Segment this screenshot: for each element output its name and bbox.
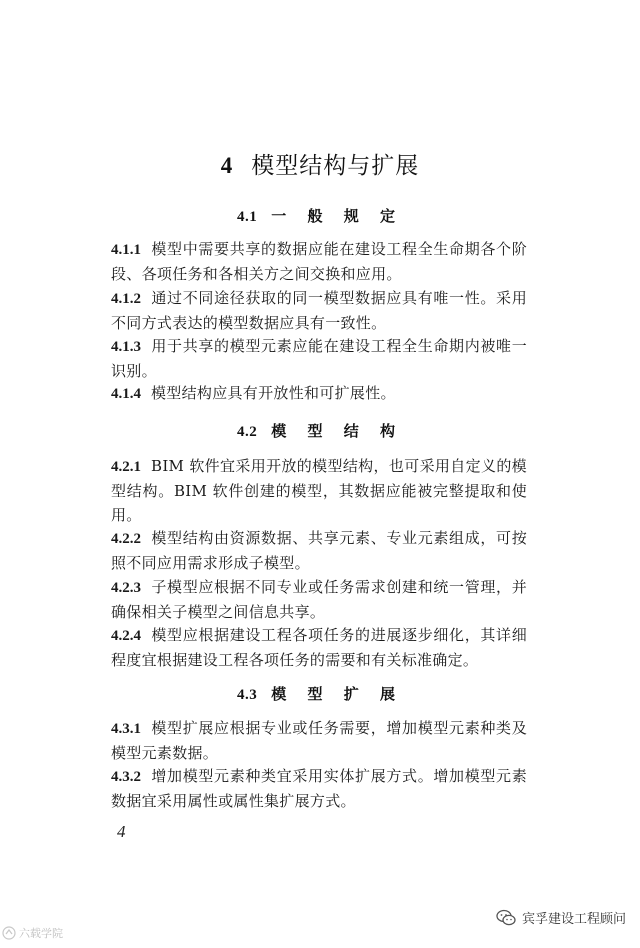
watermark-right-text: 宾孚建设工程顾问 xyxy=(521,912,626,927)
clause-4-2-4: 4.2.4 模型应根据建设工程各项任务的进展逐步细化，其详细程度宜根据建设工程各项任务的需要和有关标准确定。 xyxy=(111,626,527,669)
clause-4-1-2: 4.1.2 通过不同途径获取的同一模型数据应具有唯一性。采用不同方式表达的模型数据应具有一致性。 xyxy=(111,289,527,332)
section-title-4-1: 4.1 一 般 规 定 xyxy=(237,207,403,225)
watermark-left xyxy=(2,925,63,941)
wechat-icon xyxy=(496,909,516,927)
clause-4-2-3: 4.2.3 子模型应根据不同专业或任务需求创建和统一管理，并确保相关子模型之间信息共享。 xyxy=(111,578,527,621)
section-title-4-3: 4.3 模 型 扩 展 xyxy=(237,685,403,703)
clause-4-1-1: 4.1.1 模型中需要共享的数据应能在建设工程全生命期各个阶段、各项任务和各相关方之间交换和应用。 xyxy=(111,240,527,283)
watermark-right xyxy=(496,908,626,927)
chapter-title xyxy=(0,147,640,180)
chapter-number: 4 xyxy=(220,153,234,178)
chapter-title-text: 模型结构与扩展 xyxy=(251,153,420,179)
clause-4-3-2: 4.3.2 增加模型元素种类宜采用实体扩展方式。增加模型元素数据宜采用属性或属性集扩展方式。 xyxy=(111,767,527,810)
clause-4-1-3: 4.1.3 用于共享的模型元素应能在建设工程全生命期内被唯一识别。 xyxy=(111,337,527,380)
clause-4-2-1: 4.2.1 BIM 软件宜采用开放的模型结构，也可采用自定义的模型结构。BIM 软件创建的模型，其数据应能被完整提取和使用。 xyxy=(111,457,527,524)
clause-4-3-1: 4.3.1 模型扩展应根据专业或任务需要，增加模型元素种类及模型元素数据。 xyxy=(111,719,527,762)
watermark-logo-icon xyxy=(2,926,16,940)
page-number: 4 xyxy=(117,822,126,841)
watermark-left-text: 六载学院 xyxy=(19,928,63,940)
clause-4-1-4: 4.1.4 模型结构应具有开放性和可扩展性。 xyxy=(111,384,396,402)
clause-4-2-2: 4.2.2 模型结构由资源数据、共享元素、专业元素组成，可按照不同应用需求形成子模型。 xyxy=(111,529,527,572)
section-title-4-2: 4.2 模 型 结 构 xyxy=(237,422,403,440)
